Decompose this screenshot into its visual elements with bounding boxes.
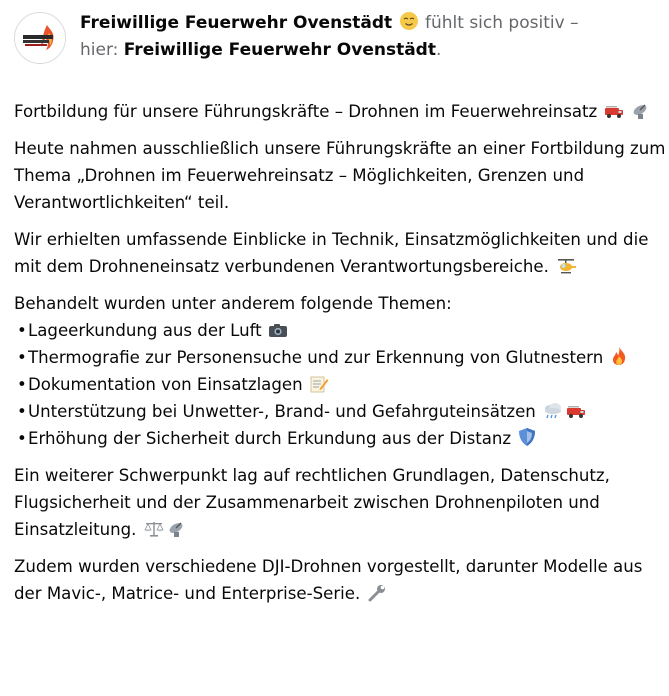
topics-list xyxy=(14,317,666,452)
fire-engine-icon xyxy=(604,102,624,120)
post-content xyxy=(14,98,666,617)
camera-icon xyxy=(268,321,288,339)
shield-icon xyxy=(517,427,537,447)
topics-intro: Behandelt wurden unter anderem folgende Themen: xyxy=(14,294,452,313)
page-avatar[interactable] xyxy=(14,12,66,64)
page-name-link[interactable]: Freiwillige Feuerwehr Ovenstädt xyxy=(80,13,393,33)
topic-text: Dokumentation von Einsatzlagen xyxy=(28,375,303,394)
intro-paragraph: Heute nahmen ausschließlich unsere Führungskräfte an einer Fortbildung zum Thema „Drohnen im Feuerwehreinsatz – Möglichkeiten, Grenzen und Verantwortlichkeiten“ teil. xyxy=(14,139,666,212)
list-item xyxy=(14,425,666,452)
header-period: . xyxy=(435,40,442,60)
bullet: • xyxy=(17,375,27,394)
location-link[interactable]: Freiwillige Feuerwehr Ovenstädt xyxy=(123,40,436,60)
list-item xyxy=(14,344,666,371)
bullet: • xyxy=(17,348,27,367)
post-header xyxy=(14,8,664,68)
topic-text: Unterstützung bei Unwetter-, Brand- und Gefahrguteinsätzen xyxy=(28,402,536,421)
fire-department-logo-icon xyxy=(15,13,65,63)
rain-cloud-icon xyxy=(542,402,564,420)
fire-icon xyxy=(610,346,628,366)
insights-text: Wir erhielten umfassende Einblicke in Technik, Einsatzmöglichkeiten und die mit dem Drohneneinsatz verbundenen Verantwortungsbereiche. xyxy=(14,230,649,276)
memo-icon xyxy=(309,375,329,393)
post-title: Fortbildung für unsere Führungskräfte – Drohnen im Feuerwehreinsatz xyxy=(14,102,598,121)
bullet: • xyxy=(17,402,27,421)
drones-paragraph xyxy=(14,553,666,607)
satellite-antenna-icon xyxy=(167,520,187,538)
list-item xyxy=(14,317,666,344)
topics-paragraph xyxy=(14,290,666,317)
wrench-icon xyxy=(367,584,387,602)
helicopter-icon xyxy=(555,257,577,275)
insights-paragraph xyxy=(14,226,666,280)
topic-text: Erhöhung der Sicherheit durch Erkundung aus der Distanz xyxy=(28,429,512,448)
list-item xyxy=(14,371,666,398)
feeling-text: fühlt sich positiv – xyxy=(425,13,579,33)
topic-text: Thermografie zur Personensuche und zur Erkennung von Glutnestern xyxy=(28,348,604,367)
list-item xyxy=(14,398,666,425)
here-text: hier: xyxy=(80,40,119,60)
topic-text: Lageerkundung aus der Luft xyxy=(28,321,262,340)
bullet: • xyxy=(17,321,27,340)
legal-paragraph xyxy=(14,462,666,543)
drones-text: Zudem wurden verschiedene DJI-Drohnen vorgestellt, darunter Modelle aus der Mavic-, Matrice- und Enterprise-Serie. xyxy=(14,557,643,603)
bullet: • xyxy=(17,429,27,448)
fire-engine-icon xyxy=(566,402,586,420)
satellite-antenna-icon xyxy=(631,102,651,120)
relieved-face-emoji-icon xyxy=(399,11,419,31)
balance-scale-icon xyxy=(143,520,165,538)
legal-text: Ein weiterer Schwerpunkt lag auf rechtlichen Grundlagen, Datenschutz, Flugsicherheit und der Zusammenarbeit zwischen Drohnenpiloten und Einsatzleitung. xyxy=(14,466,610,539)
post-title-paragraph xyxy=(14,98,666,125)
post-header-text xyxy=(80,10,660,64)
